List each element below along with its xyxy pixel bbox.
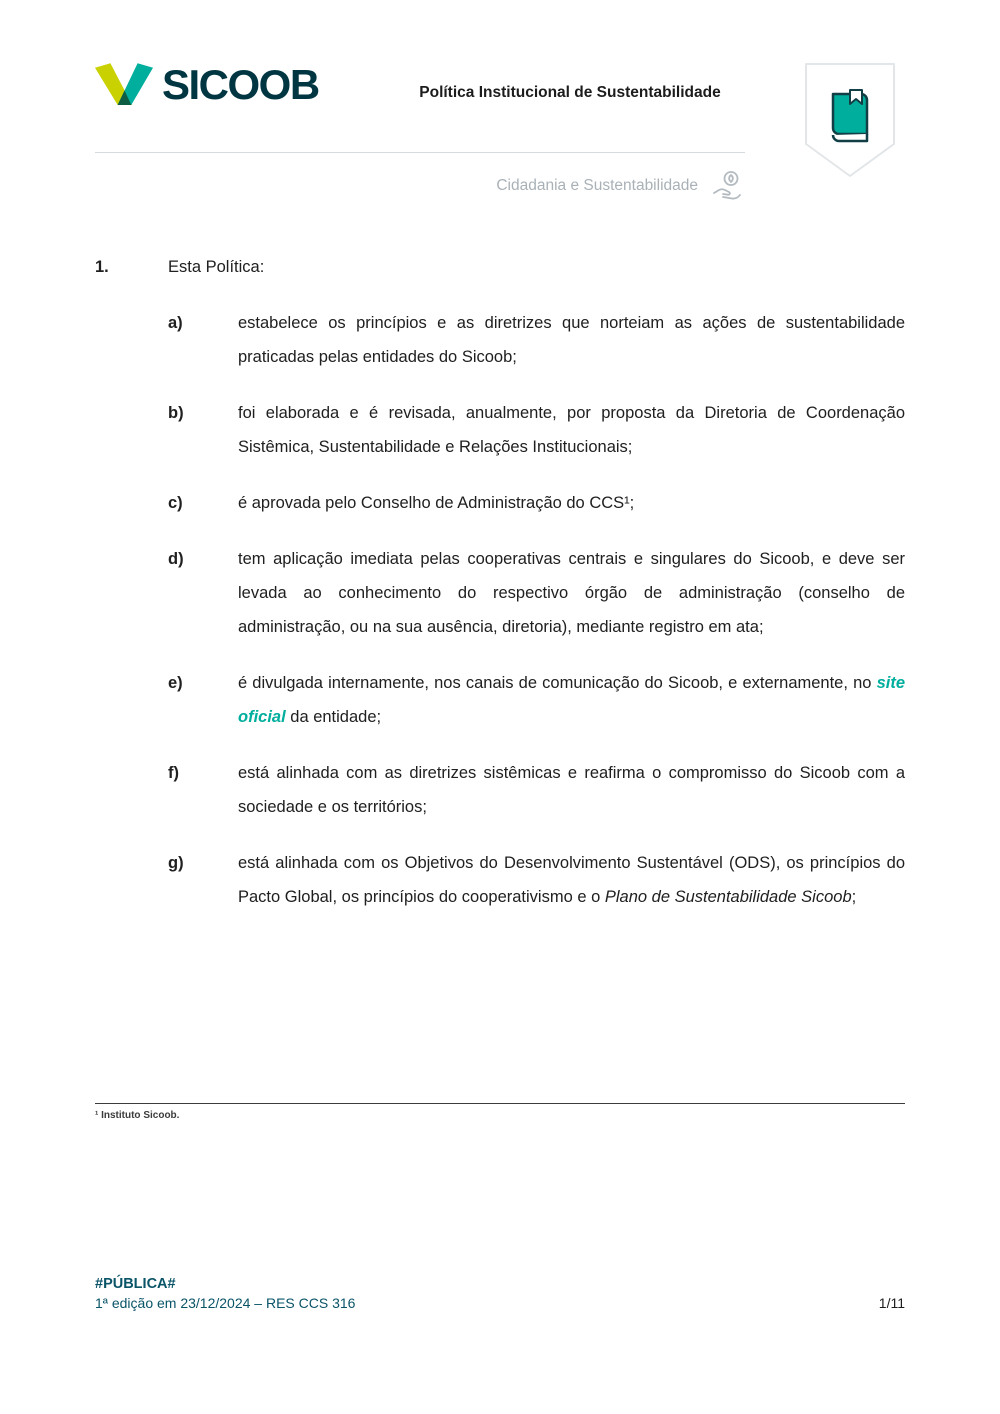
list-item-text — [238, 666, 905, 734]
text-run: está alinhada com os Objetivos do Desenvolvimento Sustentável (ODS), os princípios do Pacto Global, os princípios do cooperativismo e o — [238, 854, 905, 906]
list-item-text: está alinhada com as diretrizes sistêmicas e reafirma o compromisso do Sicoob com a sociedade e os territórios; — [238, 764, 905, 816]
page-number: 1/11 — [878, 1295, 905, 1311]
footnote-text: ¹ Instituto Sicoob. — [95, 1110, 180, 1121]
section-label: Cidadania e Sustentabilidade — [496, 177, 698, 194]
list-item — [168, 486, 905, 520]
site-oficial-link[interactable]: site oficial — [238, 674, 905, 726]
list-item-text: é aprovada pelo Conselho de Administração do CCS¹; — [238, 494, 635, 512]
text-run: da entidade; — [285, 708, 382, 726]
classification-label: #PÚBLICA# — [95, 1276, 176, 1292]
list-item-label: a) — [168, 314, 183, 332]
logo-wordmark: SICOOB — [162, 61, 319, 108]
document-title: Política Institucional de Sustentabilidade — [419, 84, 721, 101]
list-item — [168, 846, 905, 914]
clause-number: 1. — [95, 258, 109, 276]
footnote-divider — [95, 1103, 905, 1104]
list-item — [168, 396, 905, 464]
document-body — [95, 250, 905, 936]
list-item-text — [238, 846, 905, 914]
certificate-badge-icon — [800, 62, 900, 185]
edition-label: 1ª edição em 23/12/2024 – RES CCS 316 — [95, 1295, 356, 1311]
list-item-text: tem aplicação imediata pelas cooperativas centrais e singulares do Sicoob, e deve ser levada ao conhecimento do respectivo órgão de administração (conselho de administração, ou na sua ausência, diretoria), mediante registro em ata; — [238, 550, 905, 636]
hand-leaf-icon — [711, 170, 743, 202]
list-item — [168, 306, 905, 374]
clause-heading — [95, 250, 905, 284]
list-item — [168, 666, 905, 734]
list-item-label: d) — [168, 550, 184, 568]
text-run: é divulgada internamente, nos canais de comunicação do Sicoob, e externamente, no — [238, 674, 877, 692]
clause-title: Esta Política: — [168, 258, 265, 276]
sicoob-logo — [95, 60, 319, 110]
list-item-label: f) — [168, 764, 179, 782]
footer-row — [95, 1295, 905, 1311]
list-item-label: g) — [168, 854, 184, 872]
list-item — [168, 756, 905, 824]
list-item-label: b) — [168, 404, 184, 422]
list-item-text: estabelece os princípios e as diretrizes que norteiam as ações de sustentabilidade praticadas pelas entidades do Sicoob; — [238, 314, 905, 366]
book-shield-icon — [800, 62, 900, 180]
page-footer — [95, 1276, 905, 1311]
italic-term: Plano de Sustentabilidade Sicoob — [604, 888, 852, 906]
sicoob-logo-mark-icon — [95, 60, 153, 110]
header-divider — [95, 152, 745, 153]
list-item-label: c) — [168, 494, 183, 512]
text-run: ; — [851, 888, 857, 906]
section-row — [95, 170, 743, 202]
list-item — [168, 542, 905, 644]
list-item-label: e) — [168, 674, 183, 692]
list-item-text: foi elaborada e é revisada, anualmente, por proposta da Diretoria de Coordenação Sistêmica, Sustentabilidade e Relações Institucionais; — [238, 404, 905, 456]
